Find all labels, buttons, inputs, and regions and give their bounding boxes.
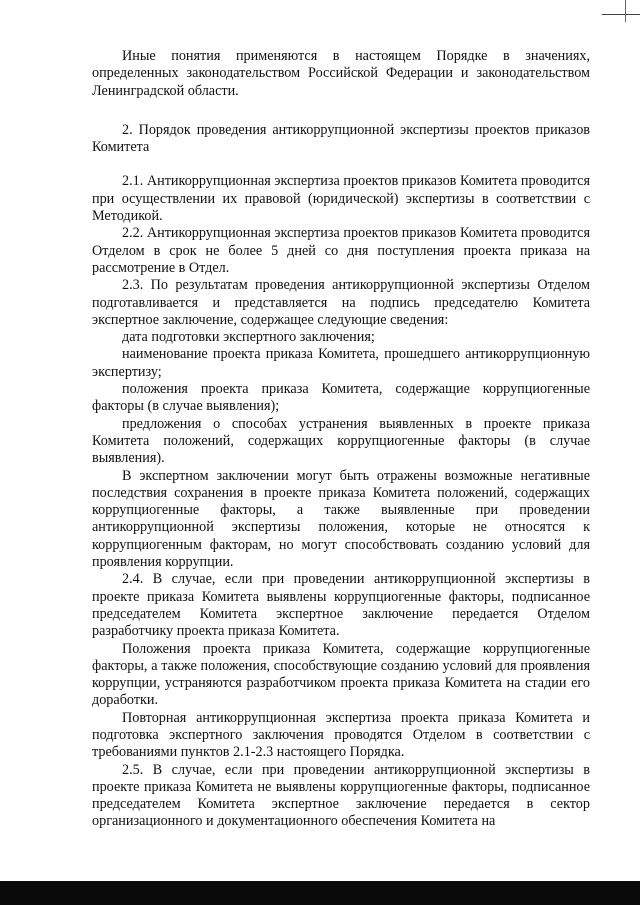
scan-bottom-bar bbox=[0, 881, 640, 905]
scan-corner-mark bbox=[602, 0, 640, 15]
paragraph-2-3-item-proposals: предложения о способах устранения выявленных в проекте приказа Комитета положений, содержащих коррупциогенные факторы (в случае выявления). bbox=[92, 415, 590, 467]
paragraph-2-3-item-date: дата подготовки экспертного заключения; bbox=[122, 329, 375, 346]
paragraph-2-2: 2.2. Антикоррупционная экспертиза проектов приказов Комитета проводится Отделом в срок не более 5 дней со дня поступления проекта приказа на рассмотрение в Отдел. bbox=[92, 225, 590, 276]
paragraph-2-3-consequences: В экспертном заключении могут быть отражены возможные негативные последствия сохранения в проекте приказа Комитета положений, содержащих коррупциогенные факторы, а также выявленные при проведении антикоррупционной экспертизы положения, которые не относятся к коррупциогенным факторам, но могут способствовать созданию условий для проявления коррупции. bbox=[92, 467, 590, 571]
paragraph-2-1: 2.1. Антикоррупционная экспертиза проектов приказов Комитета проводится при осуществлении их правовой (юридической) экспертизы в соответствии с Методикой. bbox=[92, 173, 590, 225]
paragraph-2-3: 2.3. По результатам проведения антикоррупционной экспертизы Отделом подготавливается и представляется на подпись председателю Комитета экспертное заключение, содержащее следующие сведения: bbox=[92, 277, 590, 328]
paragraph-definitions: Иные понятия применяются в настоящем Порядке в значениях, определенных законодательством Российской Федерации и законодательством Ленинградской области. bbox=[92, 48, 590, 99]
paragraph-2-4-elimination: Положения проекта приказа Комитета, содержащие коррупциогенные факторы, а также положения, способствующие созданию условий для проявления коррупции, устраняются разработчиком проекта приказа Комитета на стадии его доработки. bbox=[92, 640, 590, 709]
section-heading-2: 2. Порядок проведения антикоррупционной экспертизы проектов приказов Комитета bbox=[92, 121, 590, 156]
paragraph-2-4-repeat: Повторная антикоррупционная экспертиза проекта приказа Комитета и подготовка экспертного заключения проводятся Отделом в соответствии с требованиями пунктов 2.1-2.3 настоящего Порядка. bbox=[92, 709, 590, 761]
document-body bbox=[92, 48, 590, 831]
paragraph-2-4: 2.4. В случае, если при проведении антикоррупционной экспертизы в проекте приказа Комитета выявлены коррупциогенные факторы, подписанное председателем Комитета экспертное заключение передается Отделом разработчику проекта приказа Комитета. bbox=[92, 571, 590, 640]
paragraph-2-3-item-name: наименование проекта приказа Комитета, прошедшего антикоррупционную экспертизу; bbox=[92, 346, 590, 380]
paragraph-2-5: 2.5. В случае, если при проведении антикоррупционной экспертизы в проекте приказа Комитета не выявлены коррупциогенные факторы, подписанное председателем Комитета экспертное заключение передается в сектор организационного и документационного обеспечения Комитета на bbox=[92, 761, 590, 830]
paragraph-2-3-item-provisions: положения проекта приказа Комитета, содержащие коррупциогенные факторы (в случае выявления); bbox=[92, 381, 590, 415]
